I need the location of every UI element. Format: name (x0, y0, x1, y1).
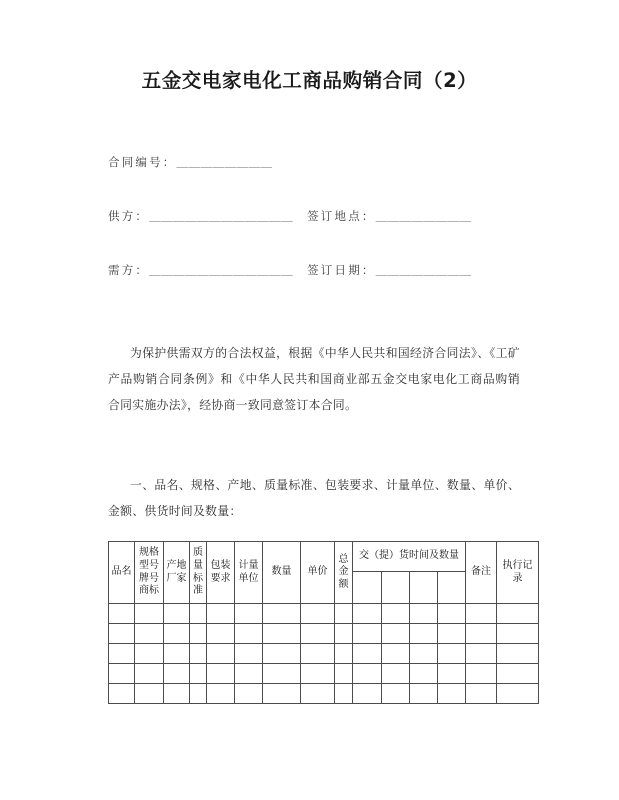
cell-delivery-4[interactable] (438, 604, 466, 624)
cell-origin-factory[interactable] (164, 664, 190, 684)
table-row (109, 604, 539, 624)
table-row (109, 684, 539, 704)
col-header-quantity: 数量 (263, 542, 301, 604)
cell-delivery-3[interactable] (410, 624, 438, 644)
cell-remarks[interactable] (466, 624, 497, 644)
cell-delivery-3[interactable] (410, 644, 438, 664)
form-field-buyer (108, 264, 528, 278)
cell-execution-record[interactable] (497, 624, 539, 644)
signing-date-blank[interactable]: ＿＿＿＿＿＿＿＿ (375, 262, 472, 277)
cell-delivery-1[interactable] (353, 624, 382, 644)
cell-delivery-2[interactable] (382, 664, 410, 684)
col-header-origin-factory: 产地厂家 (164, 542, 190, 604)
signing-place-blank[interactable]: ＿＿＿＿＿＿＿＿ (375, 208, 472, 223)
cell-product-name[interactable] (109, 644, 135, 664)
table-header-row-1 (109, 542, 539, 572)
cell-packaging-requirement[interactable] (207, 624, 235, 644)
intro-paragraph (108, 340, 520, 418)
cell-remarks[interactable] (466, 664, 497, 684)
cell-delivery-4[interactable] (438, 664, 466, 684)
cell-delivery-3[interactable] (410, 684, 438, 704)
clause-1-text: 一、品名、规格、产地、质量标准、包装要求、计量单位、数量、单价、金额、供货时间及数量： (108, 478, 520, 518)
form-field-contract-number (108, 156, 528, 170)
cell-spec-model-brand[interactable] (135, 664, 164, 684)
cell-quality-standard[interactable] (190, 624, 207, 644)
col-header-execution-record: 执行记录 (497, 542, 539, 604)
cell-origin-factory[interactable] (164, 684, 190, 704)
signing-place-label: 签订地点： (307, 208, 376, 223)
col-header-measure-unit: 计量单位 (235, 542, 263, 604)
cell-delivery-1[interactable] (353, 644, 382, 664)
goods-table-container (108, 541, 533, 704)
supplier-blank[interactable]: ＿＿＿＿＿＿＿＿＿＿＿＿ (149, 208, 294, 223)
table-row (109, 664, 539, 684)
cell-delivery-4[interactable] (438, 644, 466, 664)
cell-quantity[interactable] (263, 664, 301, 684)
cell-quality-standard[interactable] (190, 664, 207, 684)
cell-execution-record[interactable] (497, 664, 539, 684)
buyer-blank[interactable]: ＿＿＿＿＿＿＿＿＿＿＿＿ (149, 262, 294, 277)
form-field-supplier (108, 210, 528, 224)
col-header-quality-standard: 质量标准 (190, 542, 207, 604)
cell-product-name[interactable] (109, 664, 135, 684)
col-header-delivery-sub-3 (410, 572, 438, 604)
cell-measure-unit[interactable] (235, 604, 263, 624)
cell-remarks[interactable] (466, 684, 497, 704)
contract-number-blank[interactable]: ＿＿＿＿＿＿＿＿ (176, 155, 273, 169)
cell-unit-price[interactable] (301, 684, 335, 704)
table-header (109, 542, 539, 604)
cell-quality-standard[interactable] (190, 604, 207, 624)
cell-spec-model-brand[interactable] (135, 684, 164, 704)
clause-1-paragraph (108, 472, 520, 524)
col-header-unit-price: 单价 (301, 542, 335, 604)
col-header-product-name: 品名 (109, 542, 135, 604)
intro-paragraph-text: 为保护供需双方的合法权益，根据《中华人民共和国经济合同法》、《工矿产品购销合同条例》和《中华人民共和国商业部五金交电家电化工商品购销合同实施办法》，经协商一致同意签订本合同。 (108, 346, 520, 412)
cell-quantity[interactable] (263, 624, 301, 644)
cell-unit-price[interactable] (301, 604, 335, 624)
cell-remarks[interactable] (466, 604, 497, 624)
cell-unit-price[interactable] (301, 644, 335, 664)
cell-delivery-1[interactable] (353, 664, 382, 684)
signing-date-label: 签订日期： (307, 262, 376, 277)
cell-delivery-1[interactable] (353, 684, 382, 704)
cell-origin-factory[interactable] (164, 644, 190, 664)
cell-delivery-4[interactable] (438, 624, 466, 644)
col-header-delivery-time-and-quantity: 交（提）货时间及数量 (353, 542, 466, 572)
cell-quantity[interactable] (263, 684, 301, 704)
cell-remarks[interactable] (466, 644, 497, 664)
table-body (109, 604, 539, 704)
cell-quantity[interactable] (263, 644, 301, 664)
contract-number-label: 合同编号： (108, 155, 177, 169)
supplier-label: 供方： (108, 208, 150, 223)
cell-delivery-2[interactable] (382, 644, 410, 664)
cell-product-name[interactable] (109, 684, 135, 704)
cell-delivery-2[interactable] (382, 604, 410, 624)
cell-packaging-requirement[interactable] (207, 664, 235, 684)
cell-spec-model-brand[interactable] (135, 624, 164, 644)
cell-total-amount[interactable] (335, 644, 353, 664)
col-header-delivery-sub-4 (438, 572, 466, 604)
buyer-label: 需方： (108, 262, 150, 277)
cell-total-amount[interactable] (335, 624, 353, 644)
cell-quality-standard[interactable] (190, 684, 207, 704)
cell-delivery-2[interactable] (382, 624, 410, 644)
cell-execution-record[interactable] (497, 604, 539, 624)
cell-packaging-requirement[interactable] (207, 644, 235, 664)
cell-origin-factory[interactable] (164, 624, 190, 644)
cell-measure-unit[interactable] (235, 624, 263, 644)
cell-total-amount[interactable] (335, 664, 353, 684)
cell-delivery-2[interactable] (382, 684, 410, 704)
cell-packaging-requirement[interactable] (207, 604, 235, 624)
cell-delivery-1[interactable] (353, 604, 382, 624)
col-header-delivery-sub-1 (353, 572, 382, 604)
page-title: 五金交电家电化工商品购销合同（2） (141, 69, 478, 92)
cell-quality-standard[interactable] (190, 644, 207, 664)
cell-product-name[interactable] (109, 624, 135, 644)
cell-origin-factory[interactable] (164, 604, 190, 624)
cell-delivery-3[interactable] (410, 604, 438, 624)
cell-spec-model-brand[interactable] (135, 604, 164, 624)
form-fields-block (108, 156, 528, 277)
col-header-spec-model-brand: 规格型号牌号商标 (135, 542, 164, 604)
col-header-total-amount: 总金额 (335, 542, 353, 604)
cell-packaging-requirement[interactable] (207, 684, 235, 704)
table-row (109, 644, 539, 664)
cell-product-name[interactable] (109, 604, 135, 624)
goods-schedule-table (108, 541, 539, 704)
cell-spec-model-brand[interactable] (135, 644, 164, 664)
cell-delivery-3[interactable] (410, 664, 438, 684)
table-row (109, 624, 539, 644)
cell-total-amount[interactable] (335, 604, 353, 624)
cell-quantity[interactable] (263, 604, 301, 624)
cell-measure-unit[interactable] (235, 664, 263, 684)
cell-unit-price[interactable] (301, 624, 335, 644)
cell-unit-price[interactable] (301, 664, 335, 684)
cell-measure-unit[interactable] (235, 684, 263, 704)
cell-measure-unit[interactable] (235, 644, 263, 664)
cell-delivery-4[interactable] (438, 684, 466, 704)
cell-total-amount[interactable] (335, 684, 353, 704)
cell-execution-record[interactable] (497, 684, 539, 704)
col-header-delivery-sub-2 (382, 572, 410, 604)
cell-execution-record[interactable] (497, 644, 539, 664)
col-header-packaging-requirement: 包装要求 (207, 542, 235, 604)
col-header-remarks: 备注 (466, 542, 497, 604)
